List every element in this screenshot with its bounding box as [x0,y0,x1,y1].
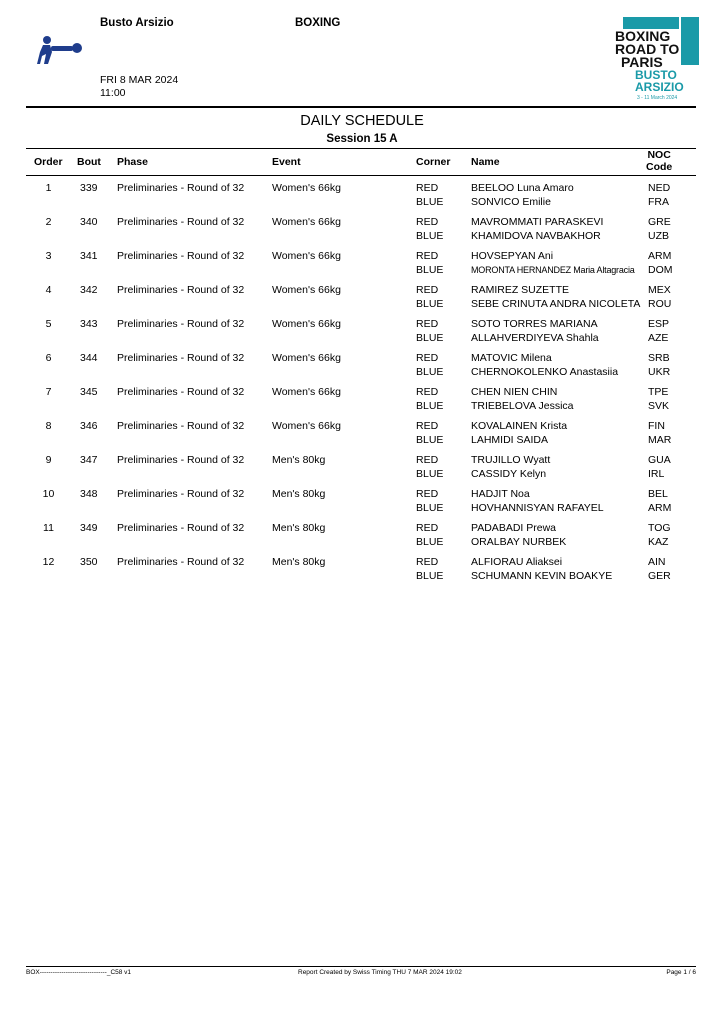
bout-athletes-blue-name: MORONTA HERNANDEZ Maria Altagracia [471,264,635,275]
bout-athletes-blue-name: ALLAHVERDIYEVA Shahla [471,331,599,344]
bout-athletes-blue-name: SCHUMANN KEVIN BOAKYE [471,569,613,582]
logo-line-3: PARIS [621,54,663,70]
logo-line-1: BOXING [615,28,671,44]
bout-number [80,182,98,196]
bout-order-order: 6 [45,352,52,364]
col-name: Name [471,156,500,168]
bout-phase [117,318,244,332]
footer-created: Report Created by Swiss Timing THU 7 MAR 2024 19:02 [298,969,462,976]
bout-event-event: Women's 66kg [272,182,341,194]
bout-corners-red: RED [416,522,439,534]
bout-event-event: Women's 66kg [272,250,341,262]
table-row [26,420,696,454]
bout-athletes-red-name: HOVSEPYAN Ani [471,250,554,262]
bout-corners [416,488,443,515]
footer-report-code: BOX-------------------------------_C58 v1 [26,969,132,976]
bout-noc-codes-red-noc: SRB [648,352,670,364]
bout-athletes-red-name: RAMIREZ SUZETTE [471,284,570,296]
bout-corners-blue: BLUE [416,297,444,310]
bout-event-event: Women's 66kg [272,216,341,228]
bout-athletes [471,250,635,277]
boxing-pictogram-icon [36,34,90,68]
logo-line-4: BUSTO [635,68,677,82]
bout-athletes [471,182,574,209]
bout-noc-codes [648,386,669,413]
bout-corners-red: RED [416,454,439,466]
bout-event [272,488,325,502]
bout-noc-codes [648,216,671,243]
bout-phase [117,352,244,366]
table-row [26,488,696,522]
bout-phase [117,556,244,570]
bout-phase [117,522,244,536]
bout-number [80,420,98,434]
bout-corners-blue: BLUE [416,399,444,412]
table-row [26,250,696,284]
bout-phase-phase: Preliminaries - Round of 32 [117,522,245,534]
bout-noc-codes [648,352,670,379]
col-noc-code [646,150,672,173]
header-divider [26,106,696,108]
bout-number [80,454,98,468]
bout-noc-codes [648,522,671,549]
bout-corners-blue: BLUE [416,331,444,344]
bout-event [272,318,341,332]
bout-corners-red: RED [416,556,439,568]
bout-number [80,216,98,230]
bout-noc-codes-blue-noc: IRL [648,467,665,480]
bout-number-bout: 341 [80,250,98,262]
table-row [26,182,696,216]
bout-corners-blue: BLUE [416,263,444,276]
table-row [26,352,696,386]
bout-order [26,488,71,502]
bout-event [272,216,341,230]
bout-number [80,284,98,298]
bout-athletes-red-name: BEELOO Luna Amaro [471,182,574,194]
table-row [26,318,696,352]
bout-corners-red: RED [416,420,439,432]
bout-number-bout: 346 [80,420,98,432]
col-corner: Corner [416,156,451,168]
bout-corners [416,284,443,311]
bout-corners-red: RED [416,352,439,364]
bout-athletes-blue-name: CHERNOKOLENKO Anastasiia [471,365,619,378]
bout-order [26,386,71,400]
bout-noc-codes-blue-noc: ARM [648,501,672,514]
bout-event [272,386,341,400]
bout-corners [416,454,443,481]
bout-event-event: Men's 80kg [272,522,326,534]
bout-noc-codes [648,488,671,515]
bout-phase [117,420,244,434]
bout-event [272,284,341,298]
bout-athletes [471,318,599,345]
bout-phase [117,216,244,230]
bout-noc-codes-red-noc: MEX [648,284,671,296]
bout-phase-phase: Preliminaries - Round of 32 [117,488,245,500]
bout-corners [416,420,443,447]
bout-order-order: 5 [45,318,52,330]
bout-noc-codes-red-noc: TPE [648,386,669,398]
bout-corners-blue: BLUE [416,229,444,242]
bout-order-order: 2 [45,216,52,228]
bout-athletes-blue-name: SEBE CRINUTA ANDRA NICOLETA [471,297,641,310]
bout-order-order: 7 [45,386,52,398]
table-row [26,216,696,250]
bout-phase [117,182,244,196]
bout-corners-red: RED [416,488,439,500]
bout-noc-codes [648,556,671,583]
bout-athletes-blue-name: ORALBAY NURBEK [471,535,567,548]
bout-corners-red: RED [416,284,439,296]
bout-phase [117,386,244,400]
bout-noc-codes-blue-noc: FRA [648,195,669,208]
bout-event [272,250,341,264]
bout-athletes [471,420,567,447]
bout-athletes-blue-name: CASSIDY Kelyn [471,467,547,480]
bout-corners-red: RED [416,216,439,228]
bout-order-order: 1 [45,182,52,194]
bout-noc-codes-red-noc: AIN [648,556,666,568]
bout-event [272,352,341,366]
bout-phase-phase: Preliminaries - Round of 32 [117,386,245,398]
bout-phase-phase: Preliminaries - Round of 32 [117,318,245,330]
bout-noc-codes-red-noc: GUA [648,454,671,466]
bout-number-bout: 340 [80,216,98,228]
bout-phase-phase: Preliminaries - Round of 32 [117,454,245,466]
bout-athletes-red-name: MAVROMMATI PARASKEVI [471,216,604,228]
table-row [26,522,696,556]
bout-athletes-red-name: ALFIORAU Aliaksei [471,556,563,568]
bout-event-event: Women's 66kg [272,352,341,364]
bout-noc-codes-red-noc: NED [648,182,671,194]
bout-event-event: Men's 80kg [272,454,326,466]
bout-event [272,420,341,434]
bout-athletes-red-name: PADABADI Prewa [471,522,556,534]
bout-number-bout: 350 [80,556,98,568]
bout-order [26,454,71,468]
bout-event [272,182,341,196]
bout-corners [416,250,443,277]
logo-line-6: 3 - 11 March 2024 [637,95,678,101]
bout-corners [416,556,443,583]
table-row [26,386,696,420]
footer-page-number: Page 1 / 6 [666,969,696,976]
bout-order-order: 8 [45,420,52,432]
bout-noc-codes-blue-noc: UKR [648,365,671,378]
bout-noc-codes-red-noc: TOG [648,522,671,534]
bout-noc-codes-blue-noc: SVK [648,399,670,412]
bout-phase-phase: Preliminaries - Round of 32 [117,284,245,296]
bout-number-bout: 349 [80,522,98,534]
table-row [26,454,696,488]
bout-noc-codes-red-noc: GRE [648,216,671,228]
bout-order-order: 9 [45,454,52,466]
bout-corners-blue: BLUE [416,501,444,514]
logo-line-5: ARSIZIO [635,80,684,94]
bout-number-bout: 339 [80,182,98,194]
bout-athletes [471,488,604,515]
bout-event [272,556,325,570]
schedule-time: 11:00 [100,87,126,99]
session-label: Session 15 A [326,133,398,145]
bout-order [26,216,71,230]
bout-number [80,250,98,264]
bout-noc-codes-red-noc: BEL [648,488,668,500]
bout-order [26,420,71,434]
bout-order-order: 3 [45,250,52,262]
col-noc-line1: NOC [647,149,671,161]
table-header [26,148,696,176]
bout-corners-blue: BLUE [416,569,444,582]
schedule-date: FRI 8 MAR 2024 [100,74,179,86]
col-phase: Phase [117,156,148,168]
bout-number-bout: 342 [80,284,98,296]
bout-corners-red: RED [416,250,439,262]
bout-athletes-blue-name: TRIEBELOVA Jessica [471,399,574,412]
bout-athletes [471,284,640,311]
bout-number [80,556,98,570]
bout-noc-codes-red-noc: FIN [648,420,665,432]
bout-phase [117,454,244,468]
bout-number-bout: 343 [80,318,98,330]
bout-noc-codes [648,318,669,345]
bout-number-bout: 348 [80,488,98,500]
bout-number [80,522,98,536]
bout-athletes-red-name: KOVALAINEN Krista [471,420,568,432]
bout-noc-codes [648,454,671,481]
bout-noc-codes-blue-noc: AZE [648,331,669,344]
bout-phase-phase: Preliminaries - Round of 32 [117,250,245,262]
bout-athletes-red-name: MATOVIC Milena [471,352,552,364]
bout-corners [416,386,443,413]
bout-noc-codes-blue-noc: DOM [648,263,673,276]
bout-phase [117,284,244,298]
bout-order [26,250,71,264]
bout-noc-codes-red-noc: ARM [648,250,672,262]
bout-order-order: 11 [43,522,54,534]
bout-corners-blue: BLUE [416,365,444,378]
bout-order [26,352,71,366]
bout-number-bout: 344 [80,352,98,364]
bout-athletes-blue-name: HOVHANNISYAN RAFAYEL [471,501,604,514]
bout-athletes [471,216,603,243]
bout-event-event: Men's 80kg [272,488,326,500]
bout-phase-phase: Preliminaries - Round of 32 [117,216,245,228]
bout-event-event: Women's 66kg [272,386,341,398]
col-bout: Bout [77,156,101,168]
bout-corners [416,352,443,379]
venue-name: Busto Arsizio [100,17,174,29]
bout-noc-codes-blue-noc: MAR [648,433,672,446]
bout-order-order: 10 [42,488,55,500]
bout-corners [416,216,443,243]
schedule-table-body [26,182,696,590]
bout-order-order: 12 [42,556,55,568]
bout-number [80,318,98,332]
bout-number-bout: 345 [80,386,98,398]
bout-event-event: Women's 66kg [272,318,341,330]
bout-event-event: Women's 66kg [272,284,341,296]
bout-phase-phase: Preliminaries - Round of 32 [117,420,245,432]
bout-athletes-red-name: SOTO TORRES MARIANA [471,318,598,330]
bout-noc-codes [648,182,670,209]
sport-name: BOXING [295,17,341,29]
bout-corners-red: RED [416,318,439,330]
bout-athletes [471,522,566,549]
bout-athletes-blue-name: SONVICO Emilie [471,195,551,208]
boxing-road-to-paris-logo [613,15,703,103]
bout-athletes-red-name: CHEN NIEN CHIN [471,386,558,398]
bout-phase-phase: Preliminaries - Round of 32 [117,352,245,364]
bout-athletes [471,386,574,413]
bout-noc-codes-blue-noc: KAZ [648,535,669,548]
bout-noc-codes-blue-noc: GER [648,569,671,582]
col-noc-line2: Code [646,160,673,173]
schedule-datetime [100,74,178,100]
bout-event-event: Women's 66kg [272,420,341,432]
bout-corners-blue: BLUE [416,195,444,208]
logo-line-2: ROAD TO [615,41,680,57]
bout-corners-red: RED [416,386,439,398]
bout-athletes-red-name: TRUJILLO Wyatt [471,454,551,466]
bout-event [272,522,325,536]
bout-order-order: 4 [45,284,52,296]
col-order: Order [34,156,63,168]
bout-phase-phase: Preliminaries - Round of 32 [117,556,245,568]
bout-event-event: Men's 80kg [272,556,326,568]
bout-corners-blue: BLUE [416,467,444,480]
bout-number [80,352,98,366]
bout-noc-codes-red-noc: ESP [648,318,670,330]
bout-order [26,318,71,332]
bout-corners [416,522,443,549]
bout-number [80,488,98,502]
bout-order [26,182,71,196]
bout-phase [117,250,244,264]
bout-phase-phase: Preliminaries - Round of 32 [117,182,245,194]
page-title: DAILY SCHEDULE [300,113,424,129]
bout-athletes-red-name: HADJIT Noa [471,488,530,500]
bout-athletes [471,352,618,379]
bout-noc-codes [648,250,673,277]
bout-corners-blue: BLUE [416,535,444,548]
bout-noc-codes-blue-noc: ROU [648,297,672,310]
bout-phase [117,488,244,502]
bout-corners-red: RED [416,182,439,194]
table-row [26,284,696,318]
bout-noc-codes [648,284,671,311]
bout-athletes [471,556,612,583]
bout-noc-codes [648,420,671,447]
bout-corners [416,318,443,345]
bout-corners [416,182,443,209]
footer-divider [26,966,696,967]
bout-number [80,386,98,400]
bout-number-bout: 347 [80,454,98,466]
bout-order [26,284,71,298]
bout-athletes-blue-name: LAHMIDI SAIDA [471,433,549,446]
bout-athletes-blue-name: KHAMIDOVA NAVBAKHOR [471,229,601,242]
table-row [26,556,696,590]
bout-noc-codes-blue-noc: UZB [648,229,669,242]
bout-event [272,454,325,468]
bout-order [26,556,71,570]
col-event: Event [272,156,301,168]
bout-corners-blue: BLUE [416,433,444,446]
bout-order [26,522,71,536]
bout-athletes [471,454,550,481]
